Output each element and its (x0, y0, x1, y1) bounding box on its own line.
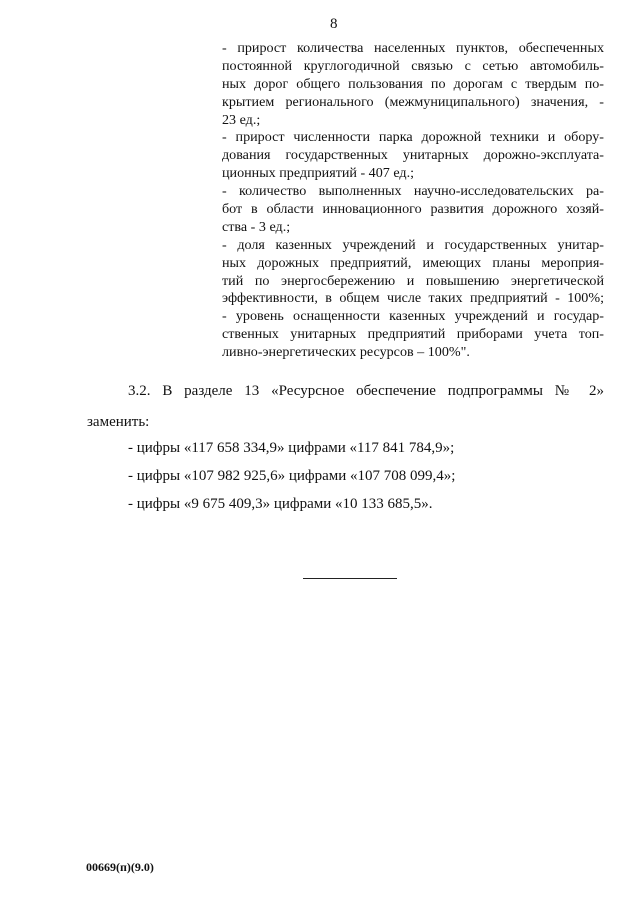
replacement-item: - цифры «117 658 334,9» цифрами «117 841 784,9»; (128, 440, 455, 456)
cell-line: - количество выполненных научно-исследовательских ра- (222, 183, 604, 200)
document-code: 00669(п)(9.0) (86, 860, 154, 874)
cell-line: 23 ед.; (222, 111, 261, 128)
cell-line: тий по энергосбережению и повышению энергетической (222, 272, 604, 289)
indicators-table-cell (222, 40, 604, 362)
cell-line: дования государственных унитарных дорожно-эксплуата- (222, 147, 604, 164)
cell-line: ственных унитарных предприятий приборами учета топ- (222, 326, 604, 343)
cell-line: эффективности, в общем числе таких предприятий - 100%; (222, 290, 604, 307)
cell-line: ливно-энергетических ресурсов – 100%". (222, 344, 470, 361)
cell-line: - прирост численности парка дорожной техники и обору- (222, 129, 604, 146)
section-heading: 3.2. В разделе 13 «Ресурсное обеспечение подпрограммы № 2» (128, 383, 604, 399)
cell-line: постоянной круглогодичной связью с сетью автомобиль- (222, 57, 604, 74)
cell-line: - уровень оснащенности казенных учреждений и государ- (222, 308, 604, 325)
replace-intro: заменить: (87, 414, 150, 430)
cell-line: - доля казенных учреждений и государственных унитар- (222, 236, 604, 253)
replacement-item: - цифры «107 982 925,6» цифрами «107 708 099,4»; (128, 468, 456, 484)
cell-line: крытием регионального (межмуниципального) значения, - (222, 93, 604, 110)
cell-line: ства - 3 ед.; (222, 218, 291, 235)
end-divider (303, 578, 397, 579)
cell-line: бот в области инновационного развития дорожного хозяй- (222, 201, 604, 218)
replacement-item: - цифры «9 675 409,3» цифрами «10 133 685,5». (128, 496, 433, 512)
cell-line: ных дорог общего пользования по дорогам с твердым по- (222, 75, 604, 92)
page-number: 8 (330, 16, 338, 32)
cell-line: ционных предприятий - 407 ед.; (222, 165, 415, 182)
cell-line: ных дорожных предприятий, имеющих планы мероприя- (222, 254, 604, 271)
cell-line: - прирост количества населенных пунктов, обеспеченных (222, 40, 604, 56)
